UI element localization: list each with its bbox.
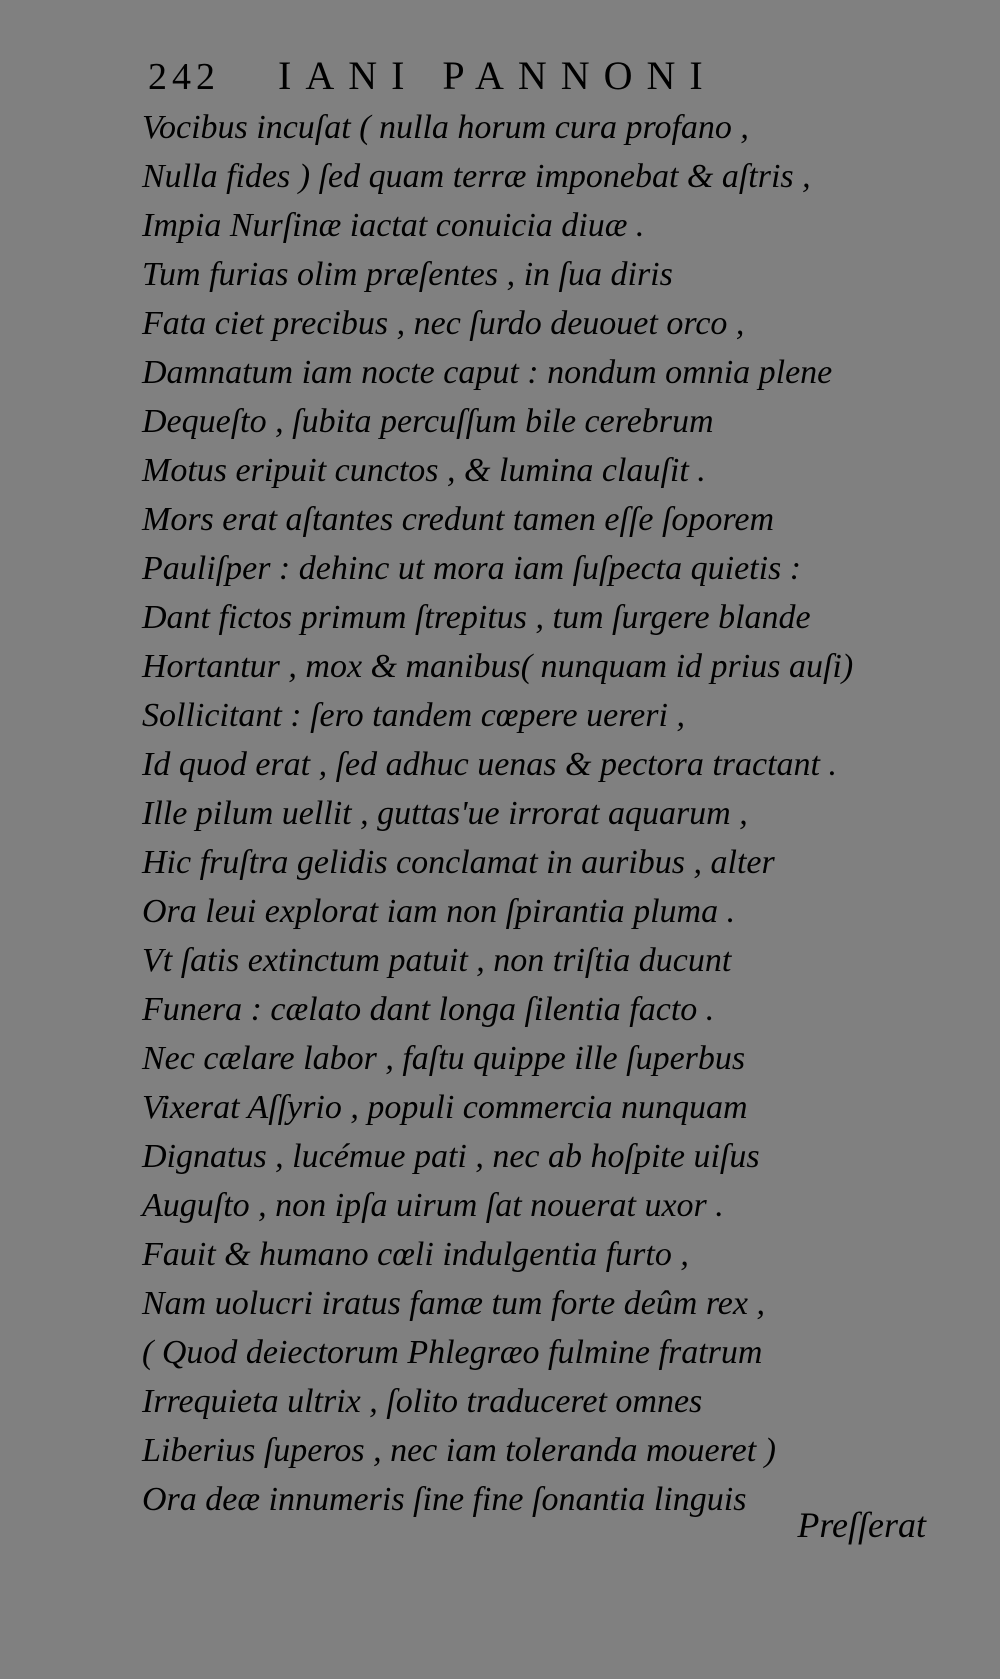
verse-line: Hortantur , mox & manibus( nunquam id prius auſi) <box>142 648 854 685</box>
verse-line: Funera : cælato dant longa ſilentia facto . <box>142 991 715 1028</box>
verse-line: Vocibus incuſat ( nulla horum cura profano , <box>142 109 749 146</box>
verse-line: Nec cælare labor , faſtu quippe ille ſuperbus <box>142 1040 746 1077</box>
verse-line: Fata ciet precibus , nec ſurdo deuouet orco , <box>142 305 745 342</box>
verse-line: Impia Nurſinæ iactat conuicia diuæ . <box>142 207 645 244</box>
verse-line: Tum furias olim præſentes , in ſua diris <box>142 256 673 293</box>
verse-line: Dignatus , lucémue pati , nec ab hoſpite uiſus <box>142 1138 760 1175</box>
verse-line: Dequeſto , ſubita percuſſum bile cerebrum <box>142 403 714 440</box>
verse-line: Dant fictos primum ſtrepitus , tum ſurgere blande <box>142 599 811 636</box>
verse-text <box>142 103 932 1524</box>
page-number: 242 <box>148 56 220 98</box>
catchword: Preſſerat <box>797 1505 926 1545</box>
running-head: IANI PANNONI <box>278 53 717 98</box>
verse-line: Nam uolucri iratus famæ tum forte deûm rex , <box>142 1285 765 1322</box>
verse-line: Pauliſper : dehinc ut mora iam ſuſpecta quietis : <box>142 550 802 587</box>
verse-line: Hic fruſtra gelidis conclamat in auribus , alter <box>142 844 775 881</box>
verse-line: Fauit & humano cœli indulgentia furto , <box>142 1236 689 1273</box>
verse-line: Mors erat aſtantes credunt tamen eſſe ſoporem <box>142 501 775 538</box>
verse-line: Sollicitant : ſero tandem cœpere uereri , <box>142 697 685 734</box>
verse-line: Auguſto , non ipſa uirum ſat nouerat uxor . <box>142 1187 724 1224</box>
verse-line: Damnatum iam nocte caput : nondum omnia plene <box>142 354 833 391</box>
verse-line: Liberius ſuperos , nec iam toleranda moueret ) <box>142 1432 776 1469</box>
verse-line: Ora leui explorat iam non ſpirantia pluma . <box>142 893 736 930</box>
verse-line: Nulla fides ) ſed quam terræ imponebat & aſtris , <box>142 158 811 195</box>
verse-line: Id quod erat , ſed adhuc uenas & pectora tractant . <box>142 746 838 783</box>
verse-line: Ille pilum uellit , guttas'ue irrorat aquarum , <box>142 795 748 832</box>
verse-line: Irrequieta ultrix , ſolito traduceret omnes <box>142 1383 703 1420</box>
verse-line: Vixerat Aſſyrio , populi commercia nunquam <box>142 1089 748 1126</box>
verse-line: ( Quod deiectorum Phlegræo fulmine fratrum <box>142 1334 763 1371</box>
verse-line: Motus eripuit cunctos , & lumina clauſit . <box>142 452 706 489</box>
verse-line: Vt ſatis extinctum patuit , non triſtia ducunt <box>142 942 732 979</box>
verse-line: Ora deæ innumeris ſine fine ſonantia linguis <box>142 1481 747 1518</box>
